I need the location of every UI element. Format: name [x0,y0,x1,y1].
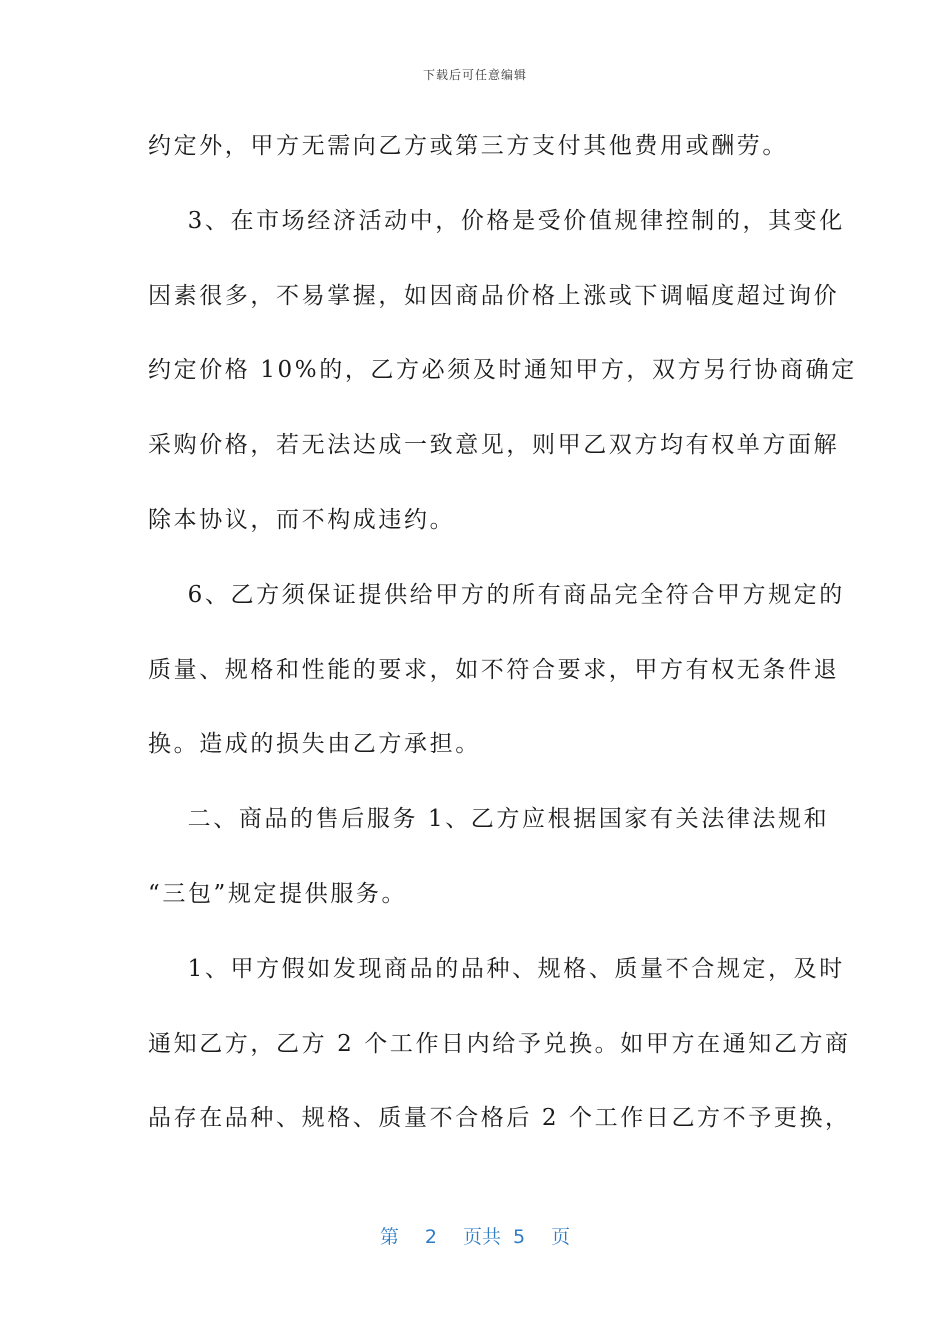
paragraph-line: 因素很多，不易掌握，如因商品价格上涨或下调幅度超过询价 [148,282,840,309]
page-number-footer [0,1222,950,1249]
paragraph-line: 质量、规格和性能的要求，如不符合要求，甲方有权无条件退 [148,656,840,683]
document-body [148,118,857,1165]
paragraph-line: 3、在市场经济活动中，价格是受价值规律控制的，其变化 [148,207,845,234]
paragraph-line: 二、商品的售后服务 1、乙方应根据国家有关法律法规和 [148,806,830,833]
paragraph-line: 6、乙方须保证提供给甲方的所有商品完全符合甲方规定的 [148,581,845,608]
page-prefix: 第 [379,1226,399,1248]
paragraph-line: 通知乙方，乙方 2 个工作日内给予兑换。如甲方在通知乙方商 [148,1030,851,1057]
paragraph-line: 采购价格，若无法达成一致意见，则甲乙双方均有权单方面解 [148,432,840,459]
download-note: 下载后可任意编辑 [422,68,527,82]
paragraph-line: 除本协议，而不构成违约。 [148,506,456,533]
paragraph-line: 品存在品种、规格、质量不合格后 2 个工作日乙方不予更换， [148,1105,851,1132]
page-suffix: 页 [551,1226,571,1248]
paragraph-line: “三包”规定提供服务。 [148,880,408,907]
current-page-number: 2 [424,1226,437,1248]
paragraph-line: 约定外，甲方无需向乙方或第三方支付其他费用或酬劳。 [148,133,788,159]
paragraph-line: 约定价格 10%的，乙方必须及时通知甲方，双方另行协商确定 [148,357,857,384]
paragraph-line: 1、甲方假如发现商品的品种、规格、质量不合规定，及时 [148,955,845,982]
page-mid-label: 页共 [462,1226,501,1248]
paragraph-line: 换。造成的损失由乙方承担。 [148,731,481,758]
total-pages-number: 5 [513,1226,526,1248]
